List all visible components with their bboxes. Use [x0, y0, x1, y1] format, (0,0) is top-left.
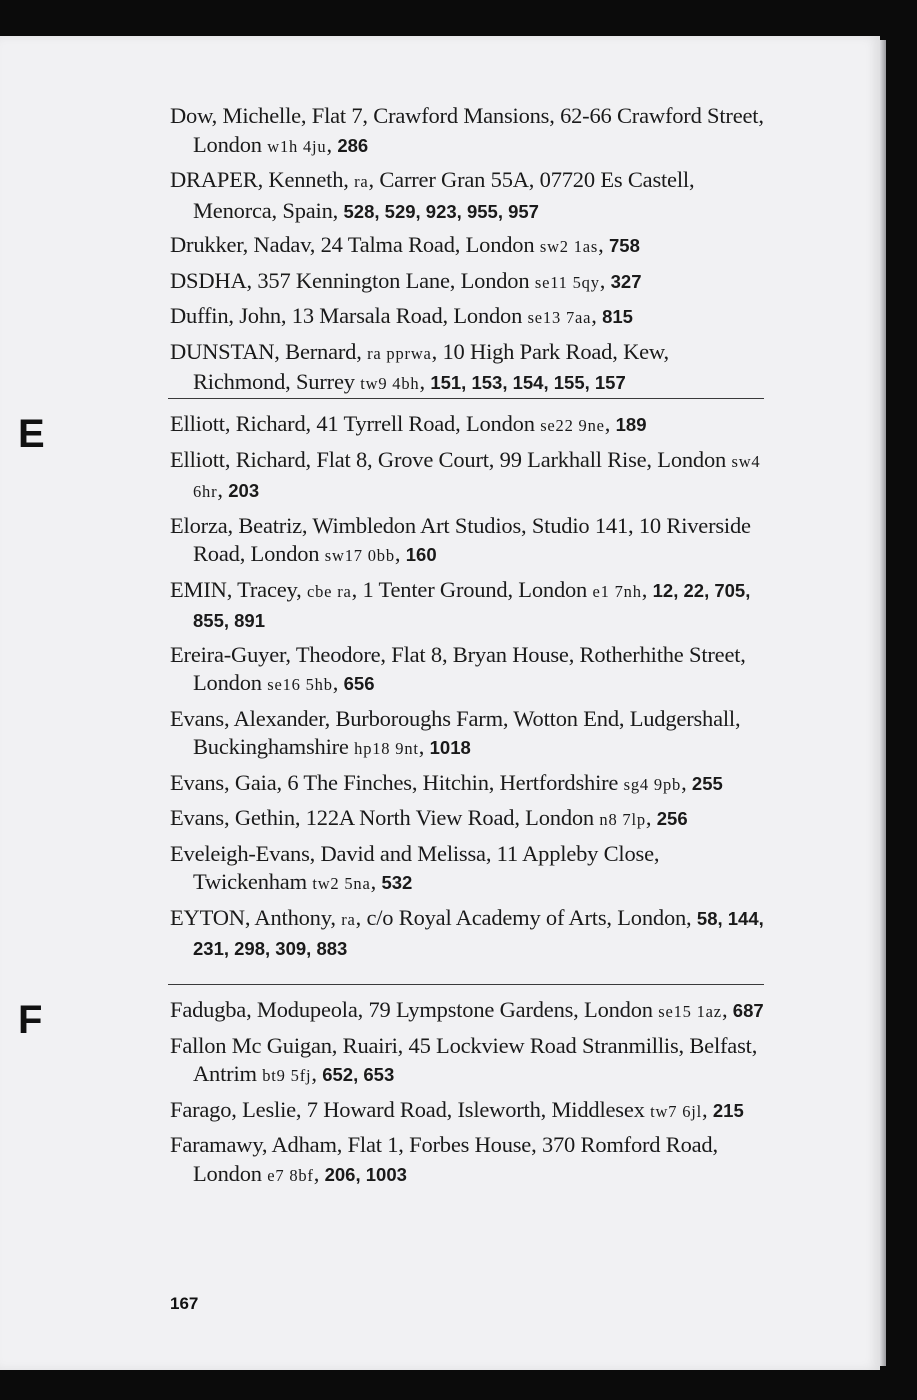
index-entry: Farago, Leslie, 7 Howard Road, Isleworth, Middlesex tw7 6jl, 215	[170, 1096, 744, 1122]
index-entry: Ereira-Guyer, Theodore, Flat 8, Bryan House, Rotherhithe Street, London se16 5hb, 656	[170, 641, 746, 695]
index-entry: Evans, Alexander, Burboroughs Farm, Wotton End, Ludgershall, Buckinghamshire hp18 9nt, 1018	[170, 705, 741, 759]
section-letter-e: E	[18, 412, 45, 456]
index-entry: Dow, Michelle, Flat 7, Crawford Mansions, 62-66 Crawford Street, London w1h 4ju, 286	[170, 103, 764, 157]
index-entry: Fadugba, Modupeola, 79 Lympstone Gardens, London se15 1az, 687	[170, 997, 764, 1022]
index-entry: Drukker, Nadav, 24 Talma Road, London sw2 1as, 758	[170, 232, 640, 257]
index-entry: Elliott, Richard, 41 Tyrrell Road, London se22 9ne, 189	[170, 411, 647, 436]
index-entry: DRAPER, Kenneth, ra, Carrer Gran 55A, 07720 Es Castell, Menorca, Spain, 528, 529, 923, 955, 957	[170, 167, 695, 223]
index-entry: Evans, Gaia, 6 The Finches, Hitchin, Hertfordshire sg4 9pb, 255	[170, 769, 723, 795]
index-entry: EMIN, Tracey, cbe ra, 1 Tenter Ground, London e1 7nh, 12, 22, 705, 855, 891	[170, 576, 751, 631]
index-entry: Elorza, Beatriz, Wimbledon Art Studios, Studio 141, 10 Riverside Road, London sw17 0bb, 160	[170, 512, 751, 566]
index-entry: Elliott, Richard, Flat 8, Grove Court, 99 Larkhall Rise, London sw4 6hr, 203	[170, 446, 761, 502]
section-divider-e	[168, 398, 764, 399]
section-e	[170, 410, 770, 969]
section-divider-f	[168, 984, 764, 985]
page-number: 167	[170, 1294, 199, 1313]
section-letter-f: F	[18, 998, 43, 1042]
index-entry: Duffin, John, 13 Marsala Road, London se13 7aa, 815	[170, 303, 633, 328]
page-edge	[880, 40, 886, 1366]
section-f	[170, 996, 770, 1195]
index-entry: Eveleigh-Evans, David and Melissa, 11 Appleby Close, Twickenham tw2 5na, 532	[170, 840, 660, 894]
index-entry: Fallon Mc Guigan, Ruairi, 45 Lockview Road Stranmillis, Belfast, Antrim bt9 5fj, 652, 653	[170, 1032, 758, 1086]
section-continued	[170, 102, 770, 404]
index-entry: EYTON, Anthony, ra, c/o Royal Academy of Arts, London, 58, 144, 231, 298, 309, 883	[170, 904, 764, 959]
index-entry: DSDHA, 357 Kennington Lane, London se11 5qy, 327	[170, 267, 642, 293]
index-entry: DUNSTAN, Bernard, ra pprwa, 10 High Park Road, Kew, Richmond, Surrey tw9 4bh, 151, 153, 154, 155, 157	[170, 338, 669, 394]
index-page	[0, 36, 880, 1370]
index-entry: Evans, Gethin, 122A North View Road, London n8 7lp, 256	[170, 805, 688, 830]
index-entry: Faramawy, Adham, Flat 1, Forbes House, 370 Romford Road, London e7 8bf, 206, 1003	[170, 1132, 718, 1186]
